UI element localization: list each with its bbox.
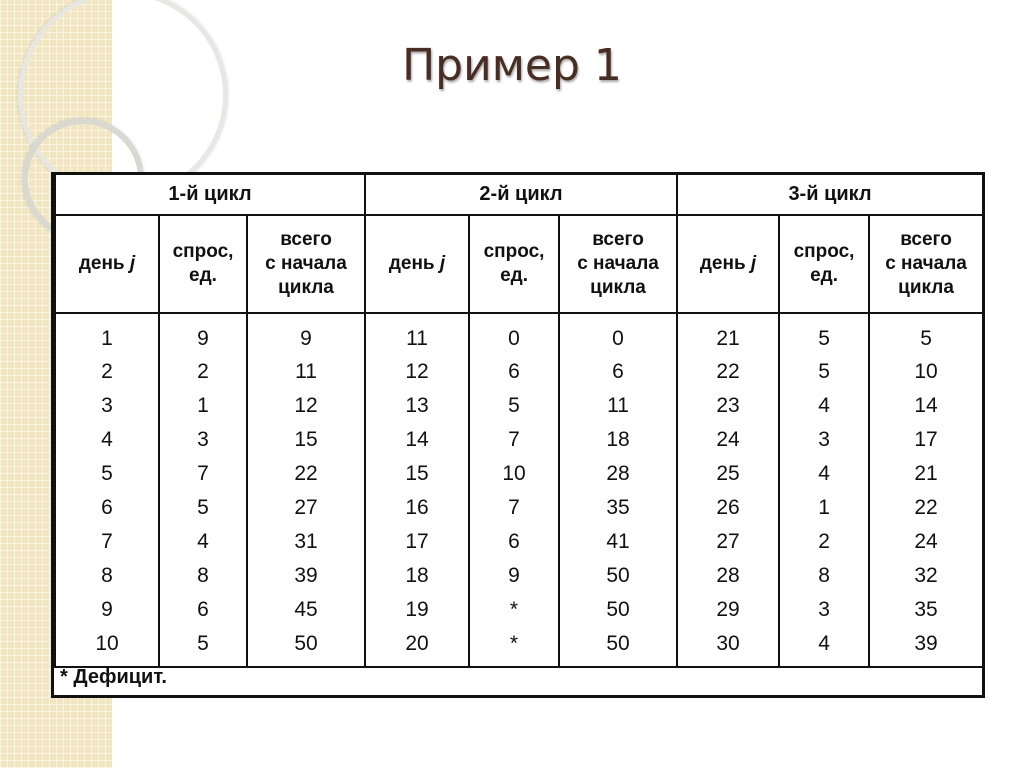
table-cell: 15 [365, 457, 469, 491]
table-cell: 35 [869, 593, 983, 627]
table-cell: 11 [247, 355, 365, 389]
table-cell: 9 [469, 559, 559, 593]
table-cell: 24 [677, 423, 779, 457]
table-row [55, 559, 983, 593]
table-cell: 6 [469, 355, 559, 389]
table-cell: 39 [247, 559, 365, 593]
table-cell: 5 [779, 355, 869, 389]
table-cell: 50 [559, 593, 677, 627]
table-row [55, 457, 983, 491]
table-cell: 50 [247, 627, 365, 667]
table-cell: 4 [779, 389, 869, 423]
table-cell: 10 [869, 355, 983, 389]
table-cell: 17 [365, 525, 469, 559]
subheader-row [55, 215, 983, 313]
table-cell: 14 [869, 389, 983, 423]
table-cell: 8 [55, 559, 159, 593]
total-header [869, 215, 983, 313]
table-cell: 7 [159, 457, 247, 491]
table-cell: 3 [159, 423, 247, 457]
table-cell: 1 [55, 313, 159, 355]
table-cell: 7 [469, 491, 559, 525]
table-cell: 3 [55, 389, 159, 423]
table-cell: 4 [159, 525, 247, 559]
table-cell: 7 [469, 423, 559, 457]
table-cell: 12 [365, 355, 469, 389]
table-cell: 10 [55, 627, 159, 667]
demand-table [54, 175, 984, 668]
table-cell: * [469, 627, 559, 667]
table-cell: 22 [247, 457, 365, 491]
day-header-variable: j [750, 253, 757, 274]
table-cell: 5 [159, 491, 247, 525]
table-cell: 8 [159, 559, 247, 593]
table-row [55, 313, 983, 355]
table-cell: 5 [469, 389, 559, 423]
table-cell: 0 [469, 313, 559, 355]
table-cell: 35 [559, 491, 677, 525]
table-cell: 20 [365, 627, 469, 667]
total-header-line: цикла [590, 277, 646, 298]
total-header-line: всего [280, 229, 332, 250]
table-row [55, 525, 983, 559]
table-cell: 4 [55, 423, 159, 457]
table-cell: 11 [365, 313, 469, 355]
table-cell: 39 [869, 627, 983, 667]
table-cell: 21 [869, 457, 983, 491]
total-header-line: с начала [577, 253, 659, 274]
table-cell: 10 [469, 457, 559, 491]
demand-header [779, 215, 869, 313]
table-cell: 5 [869, 313, 983, 355]
table-cell: 9 [159, 313, 247, 355]
table-cell: 28 [559, 457, 677, 491]
table-cell: 25 [677, 457, 779, 491]
total-header-line: всего [592, 229, 644, 250]
day-header-word: день [388, 253, 435, 274]
table-cell: 3 [779, 423, 869, 457]
demand-header [159, 215, 247, 313]
table-row [55, 627, 983, 667]
cycle-header: 1-й цикл [55, 175, 365, 215]
day-header [55, 215, 159, 313]
demand-header-line: ед. [810, 265, 838, 286]
table-cell: 6 [469, 525, 559, 559]
demand-header-line: спрос, [172, 241, 234, 262]
demand-header-line: ед. [500, 265, 528, 286]
table-cell: 45 [247, 593, 365, 627]
table-cell: * [469, 593, 559, 627]
table-cell: 22 [869, 491, 983, 525]
table-row [55, 593, 983, 627]
day-header-variable: j [439, 253, 446, 274]
day-header [365, 215, 469, 313]
demand-header-line: спрос, [483, 241, 545, 262]
table-cell: 24 [869, 525, 983, 559]
table-row [55, 491, 983, 525]
table-cell: 41 [559, 525, 677, 559]
table-cell: 50 [559, 627, 677, 667]
table-cell: 9 [55, 593, 159, 627]
table-cell: 0 [559, 313, 677, 355]
table-cell: 2 [55, 355, 159, 389]
table-cell: 1 [779, 491, 869, 525]
table-cell: 6 [159, 593, 247, 627]
total-header-line: цикла [898, 277, 954, 298]
cycle-header: 3-й цикл [677, 175, 983, 215]
table-cell: 2 [159, 355, 247, 389]
table-cell: 31 [247, 525, 365, 559]
table-cell: 1 [159, 389, 247, 423]
table-row [55, 355, 983, 389]
table-cell: 27 [677, 525, 779, 559]
table-cell: 9 [247, 313, 365, 355]
table-cell: 6 [55, 491, 159, 525]
table-cell: 6 [559, 355, 677, 389]
table-cell: 19 [365, 593, 469, 627]
table-cell: 32 [869, 559, 983, 593]
footnote: * Дефицит. [60, 666, 167, 688]
table-cell: 8 [779, 559, 869, 593]
table-cell: 4 [779, 627, 869, 667]
total-header-line: с начала [265, 253, 347, 274]
table-cell: 14 [365, 423, 469, 457]
table-cell: 50 [559, 559, 677, 593]
day-header-variable: j [129, 253, 136, 274]
demand-header-line: ед. [189, 265, 217, 286]
table-cell: 2 [779, 525, 869, 559]
table-cell: 27 [247, 491, 365, 525]
table-cell: 3 [779, 593, 869, 627]
total-header-line: цикла [278, 277, 334, 298]
table-cell: 4 [779, 457, 869, 491]
table-cell: 30 [677, 627, 779, 667]
table-cell: 21 [677, 313, 779, 355]
total-header-line: всего [900, 229, 952, 250]
total-header-line: с начала [885, 253, 967, 274]
table-cell: 18 [365, 559, 469, 593]
table-cell: 5 [159, 627, 247, 667]
table-cell: 7 [55, 525, 159, 559]
day-header-word: день [699, 253, 746, 274]
table-cell: 15 [247, 423, 365, 457]
demand-table-container [51, 172, 985, 698]
table-cell: 12 [247, 389, 365, 423]
table-cell: 13 [365, 389, 469, 423]
table-cell: 5 [55, 457, 159, 491]
table-cell: 28 [677, 559, 779, 593]
total-header [247, 215, 365, 313]
slide-title: Пример 1 [402, 40, 622, 91]
demand-header [469, 215, 559, 313]
table-cell: 17 [869, 423, 983, 457]
table-cell: 18 [559, 423, 677, 457]
table-cell: 11 [559, 389, 677, 423]
table-cell: 23 [677, 389, 779, 423]
cycle-header: 2-й цикл [365, 175, 677, 215]
cycle-header-row [55, 175, 983, 215]
day-header-word: день [78, 253, 125, 274]
demand-header-line: спрос, [793, 241, 855, 262]
table-body [55, 313, 983, 667]
table-cell: 22 [677, 355, 779, 389]
table-cell: 29 [677, 593, 779, 627]
table-row [55, 389, 983, 423]
table-cell: 16 [365, 491, 469, 525]
table-cell: 5 [779, 313, 869, 355]
day-header [677, 215, 779, 313]
table-row [55, 423, 983, 457]
table-cell: 26 [677, 491, 779, 525]
total-header [559, 215, 677, 313]
